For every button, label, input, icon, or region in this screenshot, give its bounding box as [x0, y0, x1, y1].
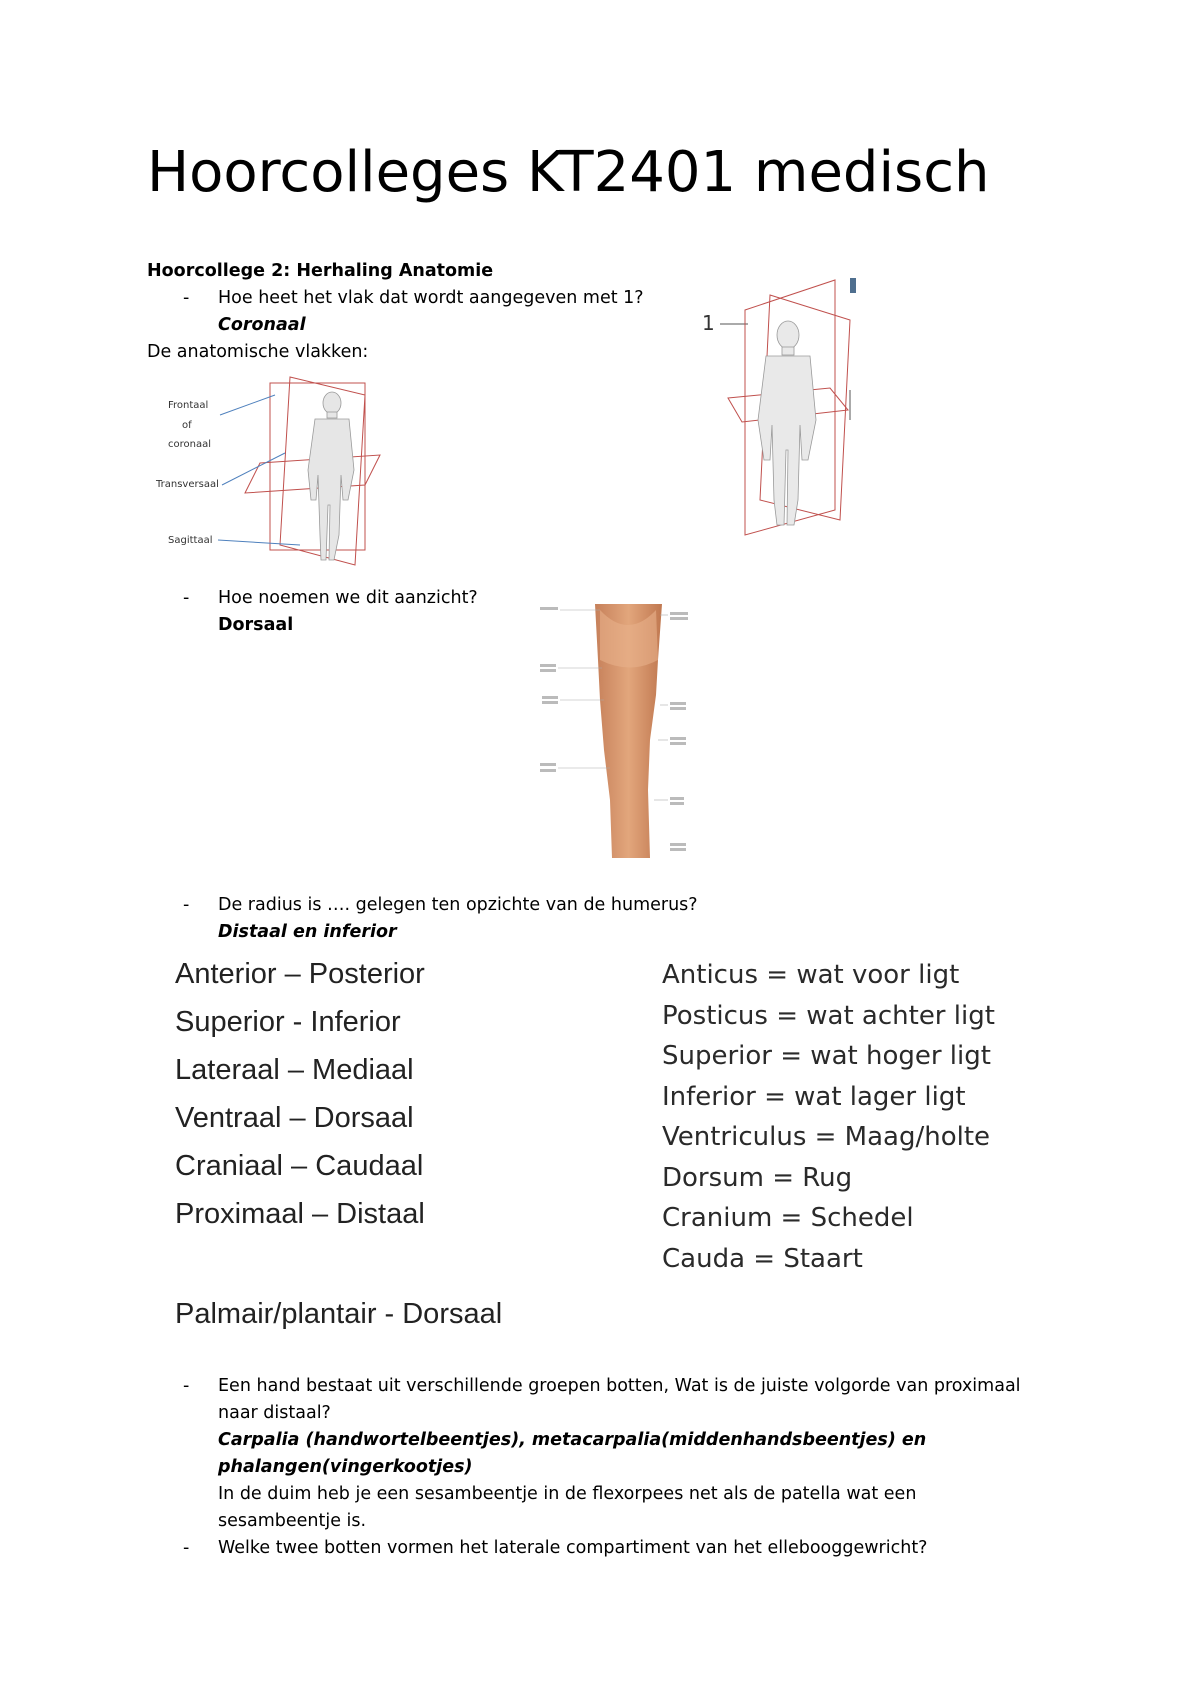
- term-definition: Anticus = wat voor ligt: [662, 960, 960, 990]
- leader-line: [218, 540, 300, 545]
- term-pair: Craniaal – Caudaal: [175, 1150, 424, 1182]
- section-heading: Hoorcollege 2: Herhaling Anatomie: [147, 261, 494, 281]
- leader-line: [220, 395, 275, 415]
- plane-label-frontaal: Frontaal: [168, 400, 209, 411]
- human-figure-large: [758, 321, 816, 525]
- term-definition: Ventriculus = Maag/holte: [662, 1122, 991, 1152]
- term-pair: Superior - Inferior: [175, 1006, 401, 1038]
- marker-icon: [850, 278, 856, 293]
- term-pair: Proximaal – Distaal: [175, 1198, 425, 1230]
- list-dash: -: [183, 895, 190, 915]
- leader-line: [222, 453, 285, 485]
- answer-3: Distaal en inferior: [218, 922, 397, 942]
- answer-2: Dorsaal: [218, 615, 294, 635]
- term-definition: Cranium = Schedel: [662, 1203, 914, 1233]
- question-1-text: Hoe heet het vlak dat wordt aangegeven met 1?: [218, 288, 644, 308]
- planes-label: De anatomische vlakken:: [147, 342, 369, 362]
- plane-label-sagittaal: Sagittaal: [168, 535, 213, 546]
- anatomical-planes-figure: [150, 375, 390, 575]
- question-3-text: De radius is …. gelegen ten opzichte van de humerus?: [218, 895, 698, 915]
- term-definition: Posticus = wat achter ligt: [662, 1000, 995, 1031]
- question-2-text: Hoe noemen we dit aanzicht?: [218, 588, 478, 608]
- question-1: [0, 285, 700, 312]
- question-3: [0, 892, 800, 919]
- plane-label-coronaal: coronaal: [168, 439, 211, 450]
- question-4-text-cont: naar distaal?: [218, 1403, 331, 1423]
- term-definition: Cauda = Staart: [662, 1243, 863, 1274]
- term-definitions-list: [662, 960, 995, 1284]
- human-figure-small: [308, 392, 354, 560]
- list-dash: -: [183, 588, 190, 608]
- document-title: Hoorcolleges KT2401 medisch: [147, 140, 990, 205]
- list-dash: -: [183, 1538, 190, 1558]
- list-dash: -: [183, 1376, 190, 1396]
- note-4: In de duim heb je een sesambeentje in de flexorpees net als de patella wat een: [218, 1484, 917, 1504]
- plane-label-transversaal: Transversaal: [156, 479, 219, 490]
- question-4-text: Een hand bestaat uit verschillende groepen botten, Wat is de juiste volgorde van proximaal: [218, 1376, 1021, 1396]
- plane-label-of: of: [182, 420, 192, 431]
- term-pair: Ventraal – Dorsaal: [175, 1102, 414, 1134]
- term-definition: Dorsum = Rug: [662, 1162, 853, 1193]
- figure-1-label: 1: [702, 311, 715, 335]
- term-definition: Inferior = wat lager ligt: [662, 1081, 966, 1112]
- term-pair-palmair: Palmair/plantair - Dorsaal: [175, 1298, 503, 1330]
- answer-4: Carpalia (handwortelbeentjes), metacarpalia(middenhandsbeentjes) en: [218, 1430, 927, 1450]
- list-dash: -: [183, 288, 190, 308]
- figure-1-coronal: [700, 270, 870, 540]
- term-definition: Superior = wat hoger ligt: [662, 1041, 991, 1071]
- question-4: [0, 1373, 1100, 1400]
- term-pair: Lateraal – Mediaal: [175, 1054, 414, 1086]
- note-4-cont: sesambeentje is.: [218, 1511, 367, 1531]
- question-5-text: Welke twee botten vormen het laterale compartiment van het ellebooggewricht?: [218, 1538, 928, 1558]
- question-5: [0, 1535, 1100, 1562]
- term-pairs-list: [175, 958, 425, 1246]
- term-pair: Anterior – Posterior: [175, 958, 425, 990]
- answer-4-cont: phalangen(vingerkootjes): [218, 1457, 473, 1477]
- leg-dorsal-figure: [540, 600, 700, 860]
- answer-1: Coronaal: [218, 315, 306, 335]
